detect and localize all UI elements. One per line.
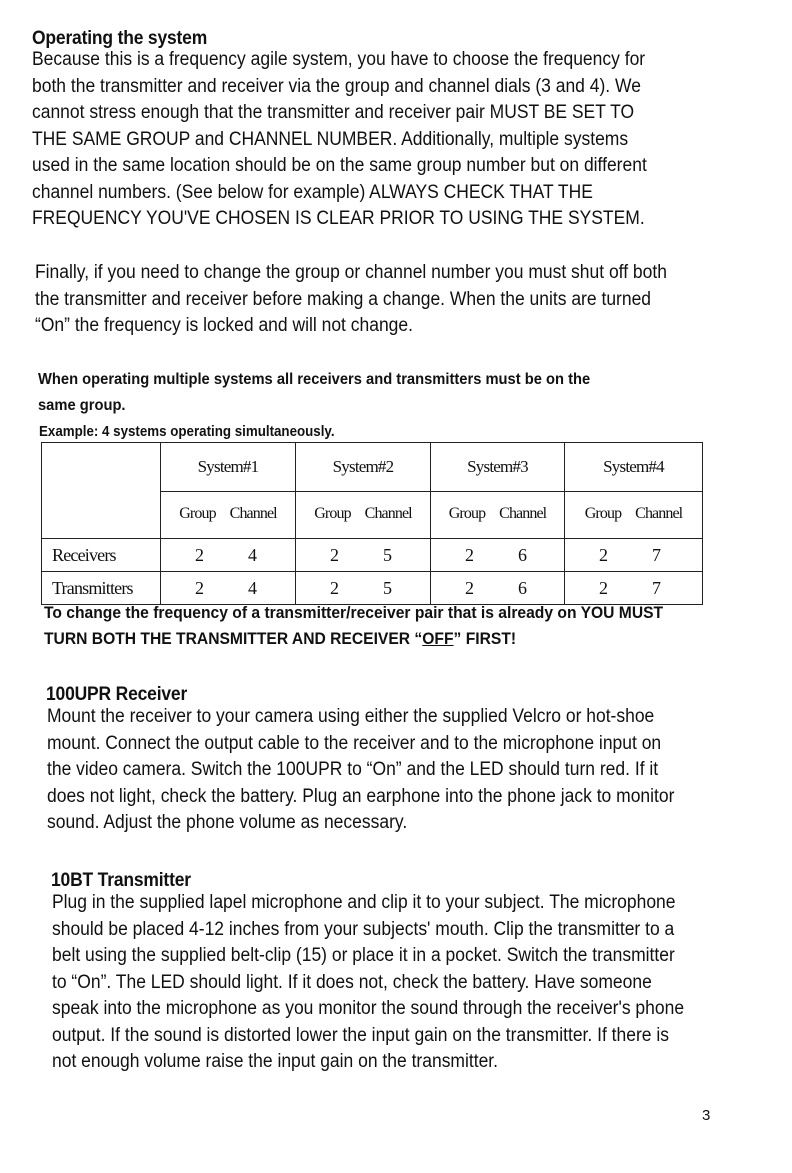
table-cell [431,539,565,572]
system-name: System#3 [467,457,528,476]
group-channel-subheader [296,491,430,538]
text-line: FREQUENCY YOU'VE CHOSEN IS CLEAR PRIOR TO USING THE SYSTEM. [32,208,645,229]
text-line: Plug in the supplied lapel microphone and clip it to your subject. The microphone [52,892,676,913]
channel-value: 7 [652,577,661,598]
group-value: 2 [599,577,608,598]
transmitter-paragraph [52,890,684,1076]
row-label-receivers: Receivers [42,539,161,572]
text-line: to “On”. The LED should light. If it does not, check the battery. Have someone [52,971,652,993]
text-line: Mount the receiver to your camera using either the supplied Velcro or hot-shoe [47,706,655,727]
channel-label: Channel [229,505,277,522]
text-line: output. If the sound is distorted lower the input gain on the transmitter. If there is [52,1024,670,1046]
table-cell [296,539,431,572]
channel-value: 6 [518,544,527,565]
group-channel-subheader [431,491,564,538]
text-line: Because this is a frequency agile system, you have to choose the frequency for [32,49,646,70]
text-line: THE SAME GROUP and CHANNEL NUMBER. Additionally, multiple systems [32,128,629,150]
text-line: mount. Connect the output cable to the receiver and to the microphone input on [47,732,662,754]
text-line: used in the same location should be on the same group number but on different [32,155,647,176]
system-header-cell [431,443,565,539]
text-line: When operating multiple systems all receivers and transmitters must be on the [38,371,591,388]
text-line: not enough volume raise the input gain on the transmitter. [52,1051,499,1072]
channel-value: 5 [383,577,392,598]
group-value: 2 [465,577,474,598]
group-value: 2 [465,544,474,565]
table-row [42,539,703,572]
text-line: Finally, if you need to change the group or channel number you must shut off both [35,262,667,283]
text-line: same group. [38,397,126,414]
channel-value: 4 [248,577,257,598]
section-title-transmitter: 10BT Transmitter [51,870,191,891]
system-header-cell [565,443,703,539]
channel-label: Channel [635,505,683,522]
text-line: speak into the microphone as you monitor the sound through the receiver's phone [52,998,685,1019]
system-name: System#4 [603,457,664,476]
text-line: cannot stress enough that the transmitter and receiver pair MUST BE SET TO [32,102,635,123]
finally-paragraph [35,260,667,340]
receiver-paragraph [47,704,674,837]
table-header-row [42,443,703,539]
group-label: Group [314,505,351,522]
system-header-cell [161,443,296,539]
warning-text: TURN BOTH THE TRANSMITTER AND RECEIVER “ [44,629,423,648]
section-title-operating: Operating the system [32,28,208,49]
group-label: Group [448,505,486,522]
row-label-transmitters: Transmitters [42,572,161,605]
group-label: Group [179,505,216,522]
channel-value: 4 [248,544,257,565]
channel-value: 7 [652,544,661,565]
group-value: 2 [330,577,339,598]
group-value: 2 [195,577,204,598]
example-label: Example: 4 systems operating simultaneously. [39,424,335,440]
systems-table [41,442,703,605]
group-channel-subheader [565,491,702,538]
off-warning [44,600,663,652]
off-word: OFF [422,629,454,648]
group-value: 2 [195,544,204,565]
system-name: System#2 [332,457,394,476]
multiple-systems-note [38,367,590,419]
operating-paragraph [32,47,647,233]
system-name: System#1 [197,457,259,476]
text-line: both the transmitter and receiver via the group and channel dials (3 and 4). We [32,75,641,97]
text-line: belt using the supplied belt-clip (15) or place it in a pocket. Switch the transmitter [52,945,675,966]
group-value: 2 [599,544,608,565]
text-line: does not light, check the battery. Plug an earphone into the phone jack to monitor [47,785,675,807]
page-number: 3 [702,1107,711,1124]
group-channel-subheader [161,491,295,538]
channel-value: 5 [383,544,392,565]
group-value: 2 [330,544,339,565]
text-line: sound. Adjust the phone volume as necessary. [47,812,408,833]
text-line: the video camera. Switch the 100UPR to “On” and the LED should turn red. If it [47,759,659,780]
warning-line [44,626,663,652]
warning-line: To change the frequency of a transmitter/receiver pair that is already on YOU MUST [44,603,664,622]
channel-label: Channel [364,505,412,522]
channel-value: 6 [518,577,527,598]
text-line: the transmitter and receiver before making a change. When the units are turned [35,288,652,310]
section-title-receiver: 100UPR Receiver [46,684,188,705]
text-line: “On” the frequency is locked and will not change. [35,315,413,336]
text-line: should be placed 4-12 inches from your subjects' mouth. Clip the transmitter to a [52,918,675,940]
warning-text: ” FIRST! [453,629,517,648]
group-label: Group [584,505,622,522]
table-cell [161,539,296,572]
table-cell [565,539,703,572]
text-line: channel numbers. (See below for example) ALWAYS CHECK THAT THE [32,181,593,203]
table-corner-cell [42,443,161,539]
system-header-cell [296,443,431,539]
channel-label: Channel [499,505,547,522]
